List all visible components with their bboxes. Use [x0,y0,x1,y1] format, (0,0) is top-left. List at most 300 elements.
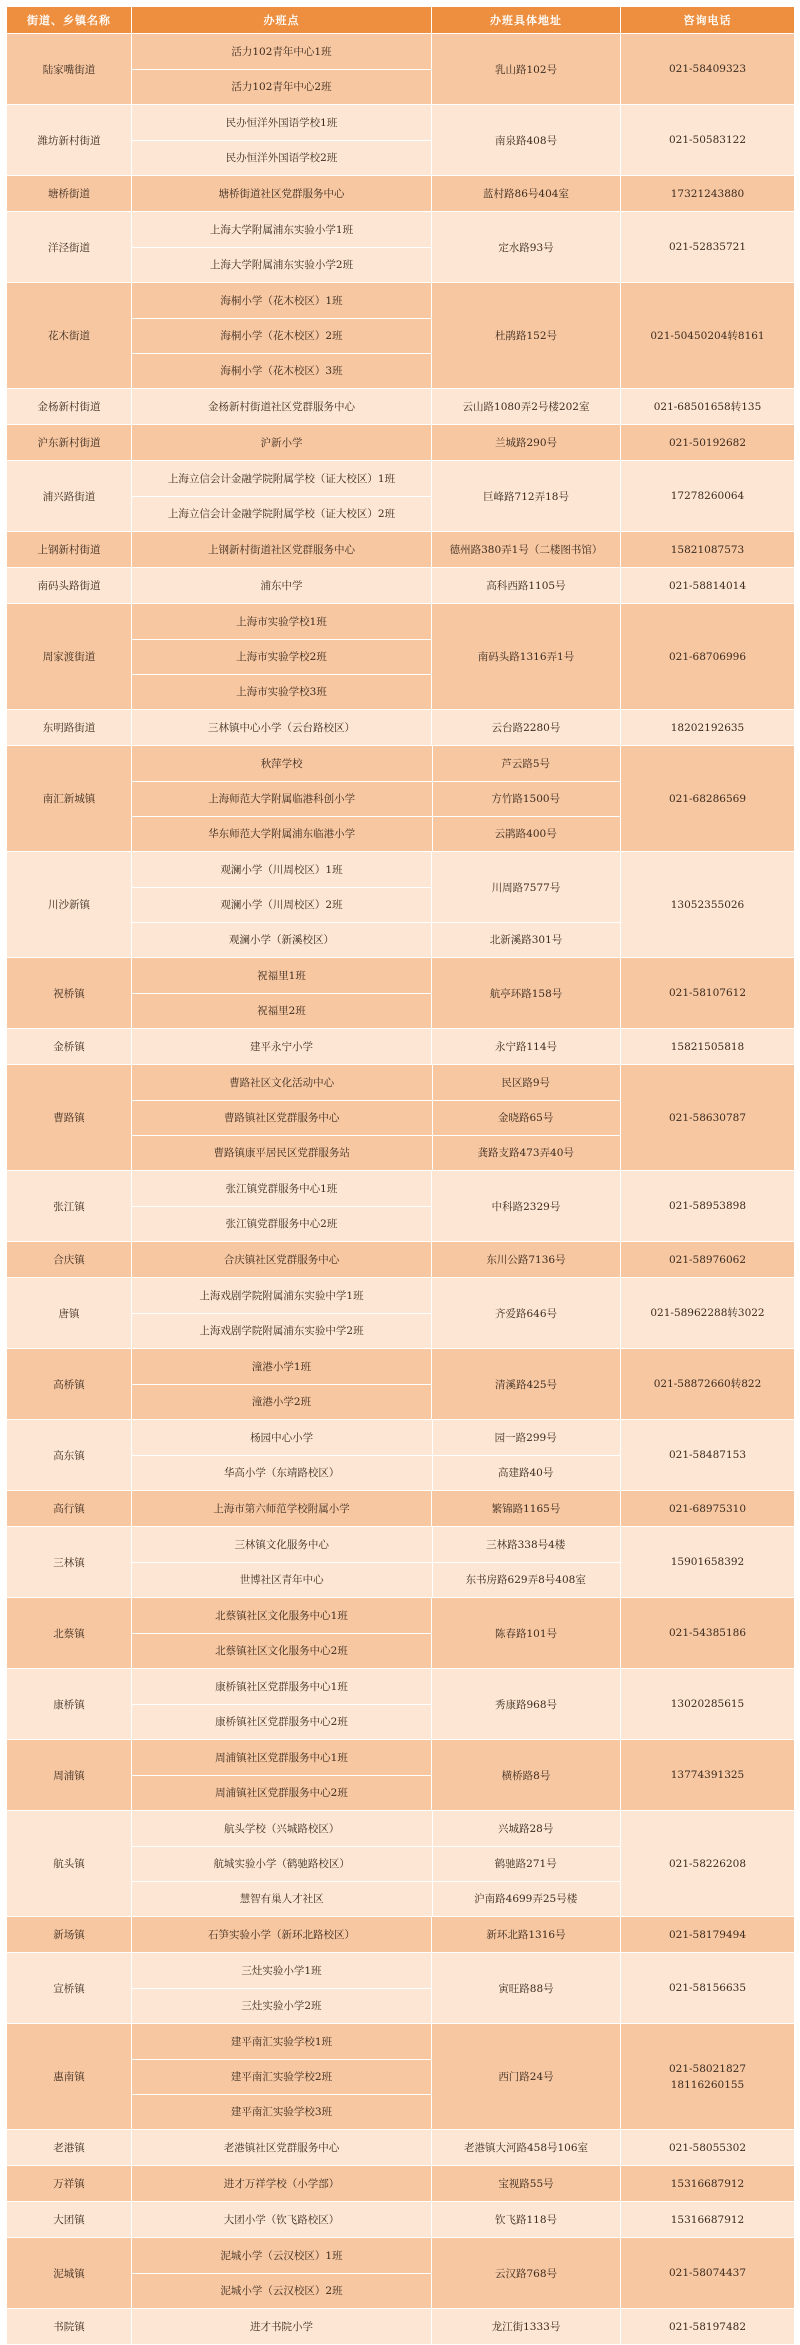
table-row [7,389,795,425]
address-cell [432,1740,621,1811]
column-divider [432,1065,433,1170]
address-cell [432,283,621,389]
class-point-line [132,2273,431,2308]
class-point-line [132,604,431,639]
address-cell [432,2238,621,2309]
sub-row-divider [132,247,432,248]
address-text: 钦飞路118号 [494,2214,558,2226]
phone-cell [621,2024,795,2130]
class-point-line [132,353,431,388]
phone-cell [621,1917,795,1953]
table-row [7,105,795,176]
table-row [7,2202,795,2238]
phone-number: 021-58021827 [668,2062,747,2075]
phone-number: 18202192635 [670,721,745,734]
class-points-cell [132,461,432,532]
class-point-line [132,887,431,922]
phone-cell [621,176,795,212]
phone-cell [621,34,795,105]
table-row [7,1171,795,1242]
district-name: 航头镇 [7,1811,132,1917]
class-point-line [132,389,431,424]
address-text: 兰城路290号 [494,437,558,449]
class-point-name: 航城实验小学（鹤驰路校区） [213,1858,350,1870]
sub-row-divider [132,1313,432,1314]
district-name: 洋泾街道 [7,212,132,283]
class-point-line [132,746,620,781]
address-cell [432,1598,621,1669]
class-location-table [6,6,795,2345]
phone-cell [621,2202,795,2238]
class-points-cell [132,176,432,212]
address-text: 杜鹃路152号 [494,330,558,342]
phone-number: 15316687912 [670,2177,745,2190]
table-row [7,746,795,852]
class-point-name: 民办恒洋外国语学校1班 [225,117,338,129]
class-point-name: 上海市实验学校1班 [236,616,327,628]
address-text: 乳山路102号 [494,63,558,76]
sub-row-divider [132,496,432,497]
class-point-line [132,1562,620,1597]
sub-row-divider [132,674,432,675]
class-point-name: 潼港小学2班 [251,1396,312,1408]
phone-cell [621,1242,795,1278]
address-cell [432,1917,621,1953]
sub-row-divider [132,1100,621,1101]
address-text: 航亭环路158号 [489,987,563,1000]
sub-row-divider [132,1881,621,1882]
address-cell [432,1242,621,1278]
address-cell [432,604,621,710]
class-point-address: 龚路支路473弄40号 [477,1147,574,1159]
class-point-line [132,1065,620,1100]
address-text: 德州路380弄1号（二楼图书馆） [449,544,603,556]
address-text: 东川公路7136号 [486,1254,566,1266]
sub-row-divider [132,781,621,782]
class-point-name: 周浦镇社区党群服务中心1班 [215,1752,348,1764]
address-text: 新环北路1316号 [486,1929,566,1941]
column-divider [432,1811,433,1916]
district-name: 高桥镇 [7,1349,132,1420]
class-point-name: 康桥镇社区党群服务中心2班 [215,1716,348,1728]
address-text: 北新溪路301号 [489,934,563,946]
phone-number: 13052355026 [670,898,745,911]
class-point-name: 祝福里2班 [257,1005,306,1017]
class-points-cell [132,604,432,710]
district-name: 川沙新镇 [7,852,132,958]
district-name: 浦兴路街道 [7,461,132,532]
class-point-line [132,1420,620,1455]
class-point-name: 康桥镇社区党群服务中心1班 [215,1681,348,1693]
class-point-name: 海桐小学（花木校区）3班 [220,365,343,377]
table-row [7,1242,795,1278]
class-points-cell [132,852,432,958]
sub-row-divider [132,2059,432,2060]
class-point-line [132,2202,431,2237]
class-point-line [132,1135,620,1170]
class-point-name: 上海立信会计金融学院附属学校（证大校区）1班 [167,473,396,485]
class-point-line [132,1881,620,1916]
phone-number: 021-54385186 [668,1627,747,1639]
class-point-line [132,1917,431,1952]
sub-row-divider [132,1135,621,1136]
class-point-line [132,1811,620,1846]
sub-row-divider [132,1633,432,1634]
class-point-name: 海桐小学（花木校区）1班 [220,295,343,307]
class-point-line [132,532,431,567]
address-text: 南码头路1316弄1号 [477,651,575,663]
class-point-name: 上海市实验学校2班 [236,651,327,663]
address-cell [432,389,621,425]
phone-cell [621,425,795,461]
table-row [7,2166,795,2202]
phone-number: 021-58107612 [668,987,747,999]
phone-cell [621,461,795,532]
class-point-address: 东书房路629弄8号408室 [465,1574,586,1586]
class-point-name: 上海戏剧学院附属浦东实验中学2班 [199,1325,364,1337]
class-point-name: 张江镇党群服务中心1班 [225,1183,338,1195]
phone-cell [621,283,795,389]
address-text: 川周路7577号 [491,881,561,894]
address-cell [432,212,621,283]
phone-cell [621,532,795,568]
phone-number: 021-58814014 [668,579,747,592]
phone-number: 021-68286569 [668,792,747,805]
class-point-line [132,1846,620,1881]
class-points-cell [132,1349,432,1420]
class-points-cell [132,1171,432,1242]
district-name: 合庆镇 [7,1242,132,1278]
class-point-line [132,674,431,709]
phone-cell [621,2309,795,2345]
sub-row-divider [132,1988,432,1989]
class-point-line [132,1669,431,1704]
class-point-line [132,1313,431,1348]
class-point-line [132,283,431,318]
class-point-line [132,1775,431,1810]
address-cell [432,34,621,105]
class-points-cell [132,746,621,852]
class-point-address: 高建路40号 [498,1467,554,1479]
class-point-address: 芦云路5号 [501,758,551,770]
phone-number: 021-58074437 [668,2267,747,2279]
address-text: 龙江街1333号 [491,2321,561,2333]
district-name: 北蔡镇 [7,1598,132,1669]
sub-row-divider [132,1384,432,1385]
class-point-line [132,140,431,175]
class-point-line [132,710,431,745]
class-point-name: 石笋实验小学（新环北路校区） [208,1929,355,1941]
class-point-line [132,781,620,816]
district-name: 周家渡街道 [7,604,132,710]
district-name: 上钢新村街道 [7,532,132,568]
address-text: 定水路93号 [498,241,554,254]
class-point-line [132,639,431,674]
address-text: 横桥路8号 [501,1769,551,1782]
class-point-line [132,1633,431,1668]
table-row [7,1065,795,1171]
class-point-line [132,461,431,496]
phone-cell [621,1065,795,1171]
address-cell [432,2024,621,2130]
class-point-name: 上海市第六师范学校附属小学 [213,1503,350,1515]
phone-number: 021-50192682 [668,436,747,449]
address-text: 陈春路101号 [494,1627,558,1640]
class-point-line [132,496,431,531]
class-points-cell [132,1527,621,1598]
class-point-name: 上海大学附属浦东实验小学2班 [209,259,354,271]
class-point-name: 观澜小学（川周校区）1班 [220,864,343,876]
class-point-name: 曹路镇康平居民区党群服务站 [213,1147,350,1159]
class-point-line [132,176,431,211]
class-point-line [132,1171,431,1206]
table-row [7,461,795,532]
class-point-name: 航头学校（兴城路校区） [223,1823,340,1835]
phone-number: 021-58226208 [668,1857,747,1870]
district-name: 万祥镇 [7,2166,132,2202]
header-address: 办班具体地址 [432,7,621,34]
sub-row-divider [132,140,432,141]
phone-number: 021-68706996 [668,650,747,663]
class-points-cell [132,1278,432,1349]
class-point-name: 浦东中学 [260,580,303,592]
class-point-name: 上海立信会计金融学院附属学校（证大校区）2班 [167,508,396,520]
address-cell [432,105,621,176]
phone-cell [621,2238,795,2309]
address-cell [432,2309,621,2345]
sub-row-divider [432,922,620,923]
class-point-line [132,922,431,957]
table-body [7,34,795,2345]
address-cell [432,852,621,958]
class-point-line [132,816,620,851]
header-class-point: 办班点 [132,7,432,34]
class-points-cell [132,2024,432,2130]
class-point-name: 慧智有巢人才社区 [239,1893,324,1905]
sub-row-divider [132,816,621,817]
class-point-name: 合庆镇社区党群服务中心 [223,1254,340,1266]
table-row [7,1278,795,1349]
district-name: 康桥镇 [7,1669,132,1740]
phone-cell [621,1740,795,1811]
address-text: 南泉路408号 [494,134,558,147]
sub-row-divider [132,1562,621,1563]
sub-row-divider [132,887,432,888]
class-point-line [132,1455,620,1490]
class-point-line [132,1349,431,1384]
phone-number: 17278260064 [670,490,745,502]
class-point-line [132,1598,431,1633]
class-points-cell [132,1953,432,2024]
sub-row-divider [132,639,432,640]
class-point-line [132,318,431,353]
district-name: 惠南镇 [7,2024,132,2130]
class-point-line [132,247,431,282]
class-point-name: 上海大学附属浦东实验小学1班 [209,224,354,236]
class-point-line [132,212,431,247]
phone-number: 021-68501658转135 [653,400,762,413]
phone-cell [621,389,795,425]
phone-cell [621,852,795,958]
header-row [7,7,795,34]
sub-row-divider [132,993,432,994]
class-points-cell [132,2130,432,2166]
address-cell [432,425,621,461]
class-point-name: 三灶实验小学1班 [241,1965,322,1977]
table-row [7,2309,795,2345]
class-point-name: 上海戏剧学院附属浦东实验中学1班 [199,1290,364,1302]
class-point-name: 大团小学（钦飞路校区） [223,2214,340,2226]
class-point-name: 上海师范大学附属临港科创小学 [208,793,356,805]
phone-number: 021-50583122 [668,134,747,146]
class-point-line [132,425,431,460]
header-phone: 咨询电话 [621,7,795,34]
address-text: 齐爱路646号 [494,1307,558,1320]
table-row [7,1527,795,1598]
sub-row-divider [132,1206,432,1207]
address-cell [432,710,621,746]
class-points-cell [132,2202,432,2238]
phone-number: 021-58197482 [668,2320,747,2333]
phone-number: 021-58630787 [668,1111,747,1124]
phone-number: 15316687912 [670,2213,745,2226]
class-point-line [132,1100,620,1135]
class-point-line [132,2166,431,2201]
class-point-name: 建平南汇实验学校1班 [230,2036,333,2048]
address-cell [432,1278,621,1349]
class-points-cell [132,34,432,105]
class-point-name: 金杨新村街道社区党群服务中心 [208,401,355,413]
class-point-name: 活力102青年中心1班 [231,46,332,58]
class-points-cell [132,283,432,389]
sub-row-divider [132,2273,432,2274]
phone-cell [621,1278,795,1349]
class-point-line [132,1953,431,1988]
class-point-line [132,2024,431,2059]
class-point-name: 曹路社区文化活动中心 [229,1077,335,1089]
class-point-address: 沪南路4699弄25号楼 [474,1893,578,1905]
phone-number: 021-68975310 [668,1502,747,1515]
class-points-cell [132,568,432,604]
class-point-line [132,2130,431,2165]
address-text: 繁锦路1165号 [491,1503,561,1515]
address-text: 云汉路768号 [494,2267,558,2280]
class-point-address: 云鹃路400号 [494,828,557,840]
sub-row-divider [132,922,432,923]
address-text: 秀康路968号 [494,1698,558,1711]
class-point-line [132,1491,431,1526]
class-point-name: 建平永宁小学 [250,1041,313,1053]
class-point-name: 世博社区青年中心 [239,1574,324,1586]
address-cell [432,2166,621,2202]
district-name: 新场镇 [7,1917,132,1953]
table-row [7,1669,795,1740]
address-cell [432,2202,621,2238]
class-points-cell [132,2166,432,2202]
class-point-line [132,2238,431,2273]
district-name: 南码头路街道 [7,568,132,604]
address-cell [432,958,621,1029]
class-points-cell [132,1598,432,1669]
class-point-name: 潼港小学1班 [251,1361,312,1373]
district-name: 高行镇 [7,1491,132,1527]
class-point-name: 华东师范大学附属浦东临港小学 [208,828,356,840]
column-divider [432,746,433,851]
phone-cell [621,710,795,746]
class-points-cell [132,105,432,176]
district-name: 大团镇 [7,2202,132,2238]
class-point-line [132,1384,431,1419]
class-point-name: 泥城小学（云汉校区）1班 [220,2250,343,2262]
address-cell [432,2130,621,2166]
phone-cell [621,1811,795,1917]
class-point-name: 观澜小学（新溪校区） [229,934,334,946]
district-name: 东明路街道 [7,710,132,746]
address-text: 中科路2329号 [491,1200,561,1213]
phone-cell [621,1349,795,1420]
table-row [7,176,795,212]
address-text: 云台路2280号 [491,722,561,734]
class-points-cell [132,1242,432,1278]
address-cell [432,1349,621,1420]
table-row [7,212,795,283]
table-row [7,1811,795,1917]
address-text: 老港镇大河路458号106室 [463,2142,589,2154]
class-point-name: 上钢新村街道社区党群服务中心 [208,544,355,556]
class-point-name: 北蔡镇社区文化服务中心1班 [215,1610,348,1622]
class-point-name: 民办恒洋外国语学校2班 [225,152,338,164]
class-point-address: 兴城路28号 [498,1823,554,1835]
phone-number: 021-52835721 [668,241,747,253]
phone-cell [621,958,795,1029]
district-name: 金桥镇 [7,1029,132,1065]
district-name: 周浦镇 [7,1740,132,1811]
table-row [7,532,795,568]
address-cell [432,1491,621,1527]
class-point-name: 海桐小学（花木校区）2班 [220,330,343,342]
class-point-address: 方竹路1500号 [491,793,561,805]
phone-cell [621,1669,795,1740]
sub-row-divider [132,1846,621,1847]
class-point-line [132,2059,431,2094]
table-row [7,710,795,746]
column-divider [432,1527,433,1597]
class-points-cell [132,710,432,746]
sub-row-divider [132,353,432,354]
phone-number: 13020285615 [670,1698,745,1710]
class-point-line [132,1740,431,1775]
class-point-name: 沪新小学 [260,437,303,449]
class-points-cell [132,425,432,461]
class-point-name: 祝福里1班 [257,970,306,982]
sub-row-divider [132,2094,432,2095]
table-row [7,283,795,389]
class-point-line [132,1988,431,2023]
table-row [7,958,795,1029]
district-name: 老港镇 [7,2130,132,2166]
district-name: 唐镇 [7,1278,132,1349]
address-cell [432,1669,621,1740]
phone-cell [621,604,795,710]
class-point-name: 塘桥街道社区党群服务中心 [218,188,345,200]
phone-cell [621,1953,795,2024]
table-row [7,1420,795,1491]
table-row [7,1740,795,1811]
address-text: 高科西路1105号 [486,580,566,592]
table-row [7,425,795,461]
table-row [7,1349,795,1420]
class-point-address: 鹤驰路271号 [494,1858,557,1870]
